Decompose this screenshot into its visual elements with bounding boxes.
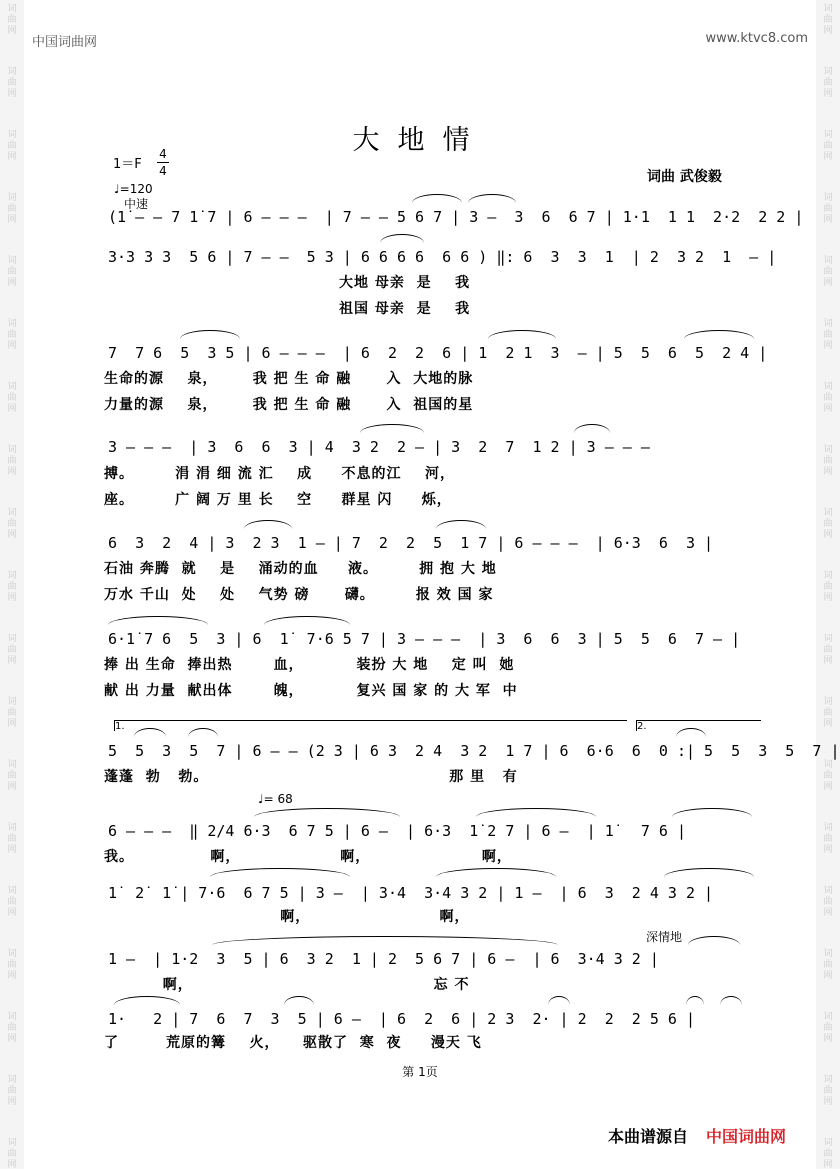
slur — [360, 424, 424, 433]
score-system-8 — [102, 816, 762, 846]
notation-line: 6·1̇ 7 6 5 3 | 6 1̇ 7·6 5 7 | 3 – – – | 3 6 6 3 | 5 5 6 7 – | — [108, 630, 741, 648]
watermark-text: 词 曲 网 — [823, 319, 833, 351]
slur — [380, 234, 424, 243]
watermark-text: 词 曲 网 — [823, 4, 833, 36]
watermark-text: 词 曲 网 — [7, 571, 17, 603]
notation-line: 3·3 3 3 5 6 | 7 – – 5 3 | 6 6 6 6 6 6 ) ‖: 6 3 3 1 | 2 3 2 1 – | — [108, 248, 777, 266]
slur — [210, 868, 350, 877]
slur — [264, 616, 350, 625]
watermark-text: 词 曲 网 — [823, 67, 833, 99]
site-url-header: www.ktvc8.com — [705, 31, 808, 46]
lyric-verse-1: 大地 母亲 是 我 — [104, 275, 471, 291]
score-system-10 — [102, 944, 762, 974]
watermark-text: 词 曲 网 — [823, 193, 833, 225]
watermark-text: 词 曲 网 — [823, 949, 833, 981]
slur — [688, 936, 740, 945]
notation-line: 6 3 2 4 | 3 2 3 1 – | 7 2 2 5 1 7 | 6 – – – | 6·3 6 3 | — [108, 534, 714, 552]
notation-line: 6 – – – ‖ 2/4 6·3 6 7 5 | 6 – | 6·3 1̇ 2 7 | 6 – | 1̇ 7 6 | — [108, 822, 686, 840]
watermark-text: 词 曲 网 — [823, 1138, 833, 1170]
watermark-text: 词 曲 网 — [7, 760, 17, 792]
watermark-text: 词 曲 网 — [823, 823, 833, 855]
slur — [412, 194, 462, 203]
slur — [720, 996, 742, 1005]
source-brand-link[interactable]: 中国词曲网 — [706, 1127, 787, 1146]
watermark-text: 词 曲 网 — [7, 319, 17, 351]
lyric-verse-2: 座。 广 阔 万 里 长 空 群星 闪 烁， — [104, 492, 452, 508]
watermark-text: 词 曲 网 — [7, 634, 17, 666]
score-system-4 — [102, 432, 762, 462]
source-label: 本曲谱源自 — [608, 1127, 689, 1146]
slur — [672, 808, 752, 817]
slur — [488, 330, 556, 339]
watermark-text: 词 曲 网 — [823, 1075, 833, 1107]
right-watermark-strip — [816, 0, 840, 1169]
time-signature-bottom: 4 — [157, 162, 169, 179]
expression-marking: 深情地 — [646, 930, 683, 944]
tempo-marking: ♩=120 — [114, 182, 153, 196]
watermark-text: 词 曲 网 — [823, 130, 833, 162]
composer-credit: 词曲 武俊毅 — [647, 169, 722, 185]
score-system-11 — [102, 1004, 762, 1034]
lyric-verse-1: 捧 出 生命 捧出热 血， 装扮 大 地 定 叫 她 — [104, 657, 515, 673]
watermark-text: 词 曲 网 — [7, 382, 17, 414]
watermark-text: 词 曲 网 — [7, 1012, 17, 1044]
notation-line: 5 5 3 5 7 | 6 – – (2 3 | 6 3 2 4 3 2 1 7 | 6 6·6 6 0 :| 5 5 3 5 7 | — [108, 742, 840, 760]
lyric-verse-2: 力量的源 泉， 我 把 生 命 融 入 祖国的星 — [104, 397, 474, 413]
slur — [180, 330, 240, 339]
watermark-text: 词 曲 网 — [823, 634, 833, 666]
score-system-9 — [102, 878, 762, 908]
slur — [114, 996, 180, 1005]
notation-line: 3 – – – | 3 6 6 3 | 4 3 2 2 – | 3 2 7 1 2 | 3 – – – — [108, 438, 650, 456]
slur — [108, 616, 208, 625]
notation-line: 7 7 6 5 3 5 | 6 – – – | 6 2 2 6 | 1 2 1 3 – | 5 5 6 5 2 4 | — [108, 344, 768, 362]
watermark-text: 词 曲 网 — [7, 1075, 17, 1107]
score-system-1 — [102, 202, 804, 232]
slur — [284, 996, 314, 1005]
song-title: 大地情 — [352, 125, 488, 156]
watermark-text: 词 曲 网 — [7, 445, 17, 477]
key-signature: 1＝F — [113, 157, 142, 172]
watermark-text: 词 曲 网 — [7, 508, 17, 540]
watermark-text: 词 曲 网 — [7, 886, 17, 918]
score-system-7 — [102, 736, 840, 766]
score-system-3 — [102, 338, 768, 368]
lyric-line: 啊， 忘 不 — [104, 977, 470, 993]
first-ending-label: 1. — [115, 721, 125, 732]
slur — [548, 996, 570, 1005]
slur — [664, 868, 754, 877]
slur — [212, 936, 558, 945]
lyric-verse-1: 石油 奔腾 就 是 涌动的血 液。 拥 抱 大 地 — [104, 561, 497, 577]
slur — [436, 868, 556, 877]
left-watermark-strip — [0, 0, 24, 1169]
notation-line: 1̇ 2̇ 1̇ | 7·6 6 7 5 | 3 – | 3·4 3·4 3 2 | 1 – | 6 3 2 4 3 2 | — [108, 884, 714, 902]
slur — [476, 808, 596, 817]
watermark-text: 词 曲 网 — [823, 571, 833, 603]
lyric-verse-1: 搏。 涓 涓 细 流 汇 成 不息的江 河， — [104, 466, 455, 482]
slur — [436, 520, 486, 529]
watermark-text: 词 曲 网 — [7, 256, 17, 288]
lyric-verse-1: 蓬蓬 勃 勃。 那 里 有 — [104, 769, 518, 785]
watermark-text: 词 曲 网 — [7, 697, 17, 729]
page-number: 第 1页 — [402, 1065, 438, 1079]
watermark-text: 词 曲 网 — [7, 193, 17, 225]
lyric-line: 啊， 啊， — [104, 909, 470, 925]
notation-line: (1̇ – – 7 1̇ 7 | 6 – – – | 7 – – 5 6 7 | 3 – 3 6 6 7 | 1·1 1 1 2·2 2 2 | — [108, 208, 804, 226]
lyric-verse-2: 万水 千山 处 处 气势 磅 礴。 报 效 国 家 — [104, 587, 494, 603]
slur — [574, 424, 610, 433]
lyric-verse-2: 献 出 力量 献出体 魄， 复兴 国 家 的 大 军 中 — [104, 683, 518, 699]
score-system-2 — [102, 242, 777, 272]
lyric-verse-2: 祖国 母亲 是 我 — [104, 301, 471, 317]
notation-line: 1 – | 1·2 3 5 | 6 3 2 1 | 2 5 6 7 | 6 – | 6 3·4 3 2 | — [108, 950, 659, 968]
slur — [684, 330, 754, 339]
tempo-word: 中速 — [124, 197, 149, 211]
watermark-text: 词 曲 网 — [7, 4, 17, 36]
watermark-text: 词 曲 网 — [823, 445, 833, 477]
notation-line: 1· 2 | 7 6 7 3 5 | 6 – | 6 2 6 | 2 3 2· | 2 2 2 5 6 | — [108, 1010, 695, 1028]
watermark-text: 词 曲 网 — [7, 1138, 17, 1170]
watermark-text: 词 曲 网 — [823, 508, 833, 540]
watermark-text: 词 曲 网 — [823, 760, 833, 792]
slur — [686, 996, 704, 1005]
time-signature-top: 4 — [159, 147, 167, 161]
first-ending-bracket — [114, 720, 627, 731]
watermark-text: 词 曲 网 — [823, 886, 833, 918]
tempo-change: ♩= 68 — [258, 792, 293, 806]
watermark-text: 词 曲 网 — [823, 1012, 833, 1044]
score-system-5 — [102, 528, 762, 558]
slur — [244, 520, 292, 529]
watermark-text: 词 曲 网 — [7, 949, 17, 981]
watermark-text: 词 曲 网 — [7, 823, 17, 855]
watermark-text: 词 曲 网 — [7, 67, 17, 99]
site-name-header: 中国词曲网 — [32, 35, 98, 50]
score-system-6 — [102, 624, 762, 654]
watermark-text: 词 曲 网 — [823, 256, 833, 288]
time-signature — [157, 146, 169, 179]
second-ending-label: 2. — [637, 721, 647, 732]
watermark-text: 词 曲 网 — [7, 130, 17, 162]
watermark-text: 词 曲 网 — [823, 382, 833, 414]
slur — [254, 808, 400, 817]
watermark-text: 词 曲 网 — [823, 697, 833, 729]
slur — [468, 194, 516, 203]
lyric-verse-1: 生命的源 泉， 我 把 生 命 融 入 大地的脉 — [104, 371, 474, 387]
lyric-line: 了 荒原的篝 火， 驱散了 寒 夜 漫天 飞 — [104, 1035, 482, 1051]
lyric-line: 我。 啊， 啊， 啊， — [104, 849, 512, 865]
source-credit — [608, 1124, 786, 1147]
